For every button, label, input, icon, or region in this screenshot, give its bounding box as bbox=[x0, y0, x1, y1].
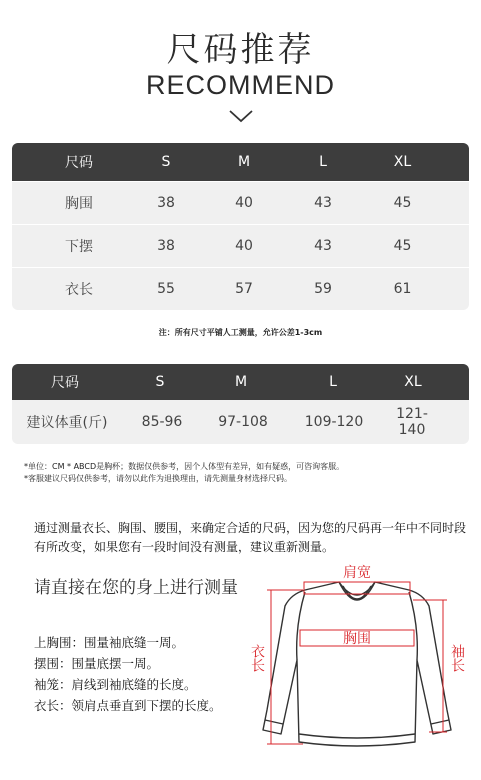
page-title: 尺码推荐 bbox=[166, 30, 315, 70]
shoulder-label: 肩宽 bbox=[343, 565, 371, 581]
table-cell: 109-120 bbox=[304, 413, 364, 430]
header-cell: L bbox=[319, 154, 327, 170]
table-cell: 59 bbox=[314, 281, 332, 297]
header-cell: S bbox=[155, 374, 165, 390]
row-label: 衣长 bbox=[65, 282, 93, 298]
size-note: 注：所有尺寸平铺人工测量，允许公差1-3cm bbox=[158, 328, 323, 337]
header-cell: M bbox=[234, 374, 248, 390]
weight-table bbox=[12, 364, 469, 444]
table-cell: 61 bbox=[393, 281, 412, 297]
sleeve-label: 袖长 bbox=[449, 644, 465, 672]
size-table bbox=[12, 143, 469, 310]
row-label: 胸围 bbox=[65, 196, 93, 212]
size-table-header bbox=[12, 143, 469, 181]
length-label: 衣长 bbox=[249, 644, 265, 672]
disclaimer-item: *单位：CM * ABCD是胸杯；数据仅供参考，因个人体型有差异，如有疑惑，可咨询客服。 bbox=[24, 462, 345, 471]
row-label: 下摆 bbox=[65, 239, 93, 255]
table-row bbox=[12, 267, 469, 310]
measure-item: 袖笼：肩线到袖底缝的长度。 bbox=[34, 677, 197, 692]
table-cell: 45 bbox=[393, 195, 412, 211]
measure-item: 衣长：领肩点垂直到下摆的长度。 bbox=[34, 698, 222, 713]
disclaimer-list bbox=[24, 461, 344, 485]
table-cell: 43 bbox=[314, 238, 332, 254]
header-cell: XL bbox=[393, 154, 412, 170]
measure-item: 摆围：围量底摆一周。 bbox=[34, 656, 160, 671]
disclaimer-item: *客服建议尺码仅供参考，请勿以此作为退换理由，请先测量身材选择尺码。 bbox=[24, 474, 292, 483]
table-row bbox=[12, 400, 469, 443]
table-cell: 38 bbox=[157, 238, 175, 254]
chevron-down-icon bbox=[228, 108, 254, 124]
header-cell: 尺码 bbox=[65, 155, 93, 171]
table-row bbox=[12, 224, 469, 267]
header-cell: L bbox=[329, 374, 337, 390]
header-cell: XL bbox=[404, 374, 422, 390]
table-cell: 55 bbox=[157, 281, 175, 297]
page-subtitle: RECOMMEND bbox=[146, 70, 335, 100]
row-label: 建议体重(斤) bbox=[26, 414, 108, 431]
table-cell: 97-108 bbox=[218, 413, 268, 430]
table-row bbox=[12, 181, 469, 224]
chest-label: 胸围 bbox=[343, 631, 371, 647]
table-cell: 85-96 bbox=[141, 413, 183, 430]
table-cell: 40 bbox=[235, 238, 253, 254]
table-cell: 45 bbox=[393, 238, 412, 254]
table-cell: 121-140 bbox=[396, 405, 428, 438]
header-cell: M bbox=[237, 154, 251, 170]
measure-title: 请直接在您的身上进行测量 bbox=[34, 578, 238, 598]
table-cell: 57 bbox=[235, 281, 253, 297]
header-cell: S bbox=[161, 154, 171, 170]
shirt-diagram bbox=[247, 560, 467, 765]
table-cell: 40 bbox=[235, 195, 253, 211]
weight-table-header bbox=[12, 364, 469, 400]
intro-paragraph: 通过测量衣长、胸围、腰围，来确定合适的尺码，因为您的尺码再一年中不同时段有所改变，如果您有一段时间没有测量，建议重新测量。 bbox=[34, 521, 467, 554]
shirt-outline-icon bbox=[263, 582, 451, 746]
measure-list bbox=[34, 632, 222, 716]
table-cell: 43 bbox=[314, 195, 332, 211]
header-cell: 尺码 bbox=[51, 375, 79, 391]
table-cell: 38 bbox=[157, 195, 175, 211]
measure-item: 上胸围：围量袖底缝一周。 bbox=[34, 635, 185, 650]
